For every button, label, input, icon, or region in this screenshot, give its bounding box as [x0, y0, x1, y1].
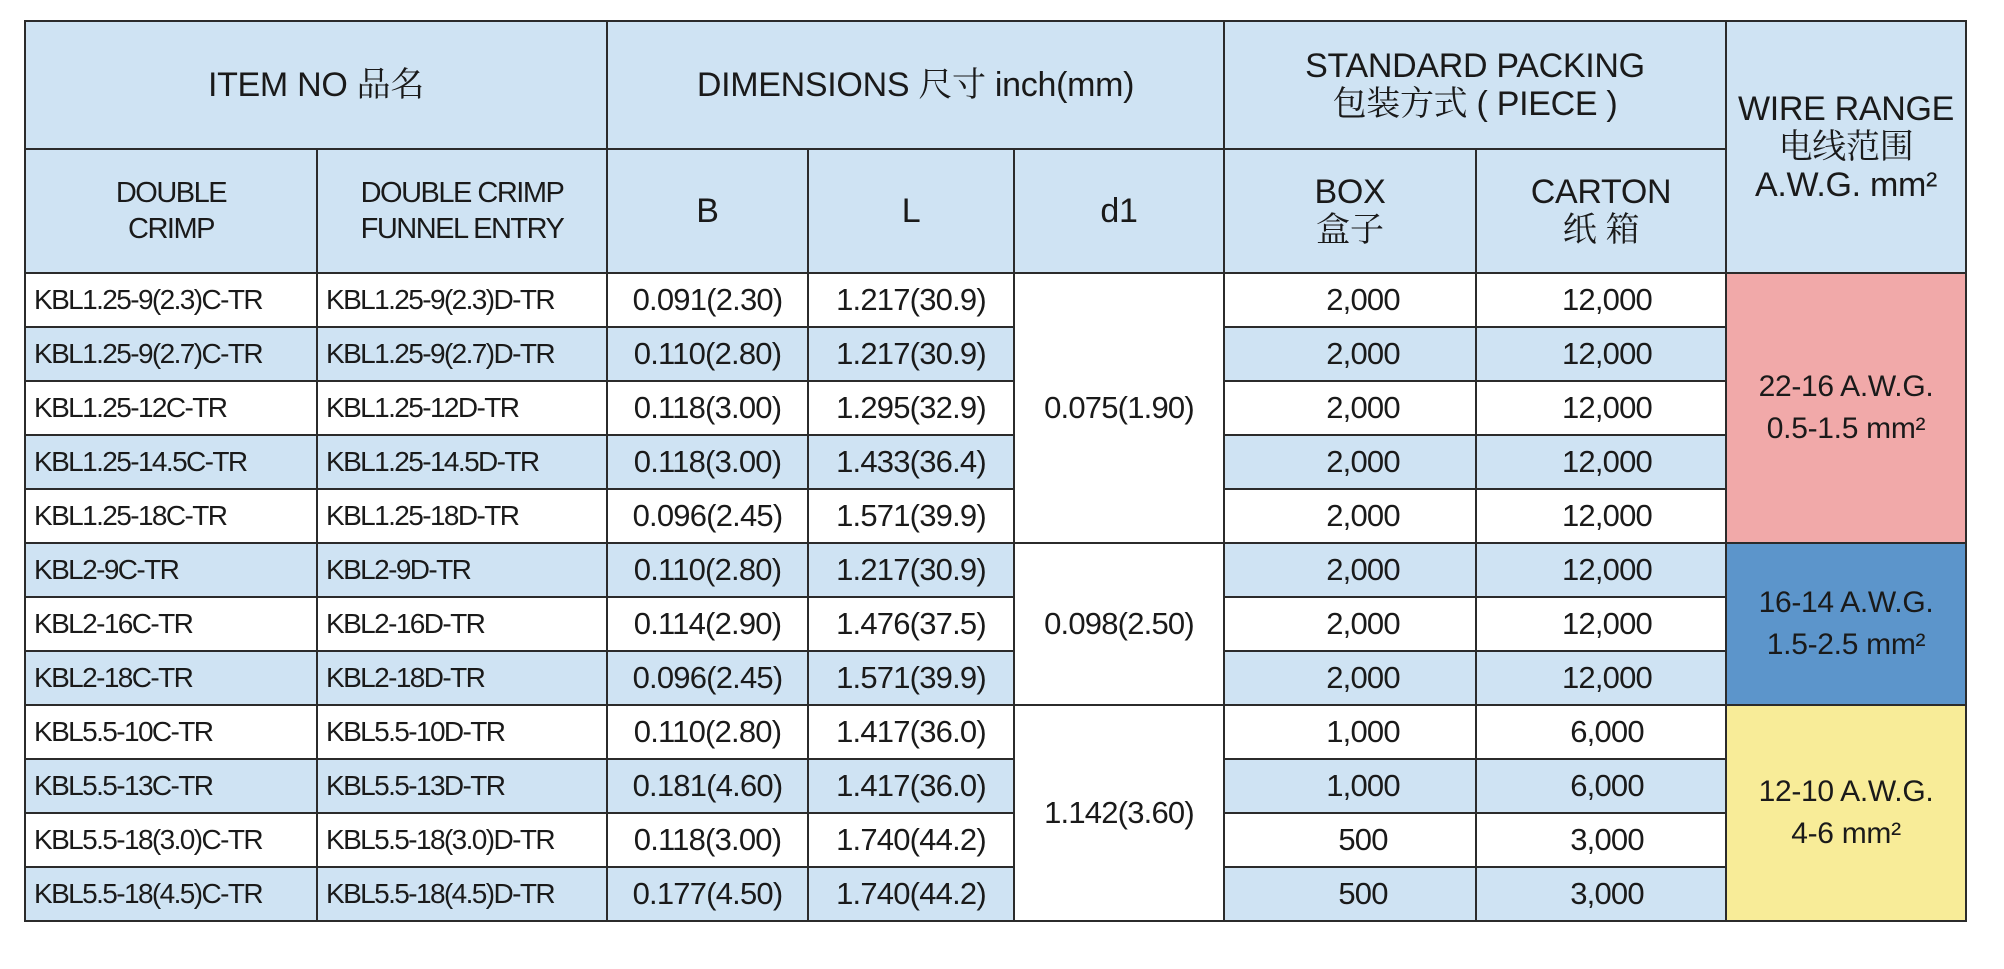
table-row — [25, 705, 1966, 759]
wire-range-awg: 12-10 A.W.G. — [1758, 775, 1934, 808]
item-double-crimp: KBL5.5-18(3.0)C-TR — [25, 813, 317, 867]
pack-box: 1,000 — [1224, 759, 1476, 813]
dim-l: 1.433(36.4) — [808, 435, 1014, 489]
pack-carton: 12,000 — [1476, 327, 1726, 381]
dim-l: 1.217(30.9) — [808, 273, 1014, 327]
header-wire-range-line1: WIRE RANGE — [1737, 90, 1955, 128]
dim-b: 0.110(2.80) — [607, 327, 808, 381]
wire-range — [1726, 705, 1966, 921]
item-funnel-entry: KBL2-18D-TR — [317, 651, 607, 705]
header-funnel-entry — [317, 149, 607, 273]
header-box-line2: 盒子 — [1316, 211, 1384, 249]
dim-l: 1.417(36.0) — [808, 759, 1014, 813]
table-row — [25, 543, 1966, 597]
wire-range-mm: 1.5-2.5 mm² — [1766, 628, 1926, 661]
pack-box: 2,000 — [1224, 273, 1476, 327]
pack-box: 1,000 — [1224, 705, 1476, 759]
dim-l: 1.417(36.0) — [808, 705, 1014, 759]
header-standard-packing — [1224, 21, 1726, 149]
dim-b: 0.110(2.80) — [607, 705, 808, 759]
table-row — [25, 597, 1966, 651]
dim-d1: 0.098(2.50) — [1014, 543, 1224, 705]
dim-l: 1.217(30.9) — [808, 543, 1014, 597]
item-double-crimp: KBL2-18C-TR — [25, 651, 317, 705]
wire-range-awg: 16-14 A.W.G. — [1758, 586, 1934, 619]
pack-box: 2,000 — [1224, 543, 1476, 597]
dim-b: 0.114(2.90) — [607, 597, 808, 651]
item-funnel-entry: KBL5.5-18(4.5)D-TR — [317, 867, 607, 921]
wire-range-mm: 4-6 mm² — [1791, 817, 1901, 850]
pack-carton: 12,000 — [1476, 273, 1726, 327]
item-double-crimp: KBL1.25-12C-TR — [25, 381, 317, 435]
item-funnel-entry: KBL5.5-18(3.0)D-TR — [317, 813, 607, 867]
header-funnel-line2: FUNNEL ENTRY — [360, 213, 564, 245]
item-funnel-entry: KBL1.25-9(2.7)D-TR — [317, 327, 607, 381]
pack-carton: 6,000 — [1476, 759, 1726, 813]
table-row — [25, 867, 1966, 921]
table-row — [25, 327, 1966, 381]
pack-carton: 12,000 — [1476, 651, 1726, 705]
header-box — [1224, 149, 1476, 273]
header-item-no: ITEM NO 品名 — [25, 21, 607, 149]
item-double-crimp: KBL1.25-14.5C-TR — [25, 435, 317, 489]
dim-b: 0.091(2.30) — [607, 273, 808, 327]
pack-carton: 12,000 — [1476, 489, 1726, 543]
pack-box: 2,000 — [1224, 435, 1476, 489]
pack-carton: 3,000 — [1476, 867, 1726, 921]
header-wire-range-line2: 电线范围 — [1778, 128, 1914, 166]
dim-l: 1.476(37.5) — [808, 597, 1014, 651]
item-double-crimp: KBL2-9C-TR — [25, 543, 317, 597]
item-double-crimp: KBL1.25-9(2.3)C-TR — [25, 273, 317, 327]
dim-b: 0.118(3.00) — [607, 813, 808, 867]
item-funnel-entry: KBL2-16D-TR — [317, 597, 607, 651]
dim-l: 1.571(39.9) — [808, 651, 1014, 705]
item-double-crimp: KBL2-16C-TR — [25, 597, 317, 651]
table-row — [25, 435, 1966, 489]
item-double-crimp: KBL5.5-13C-TR — [25, 759, 317, 813]
header-wire-range — [1726, 21, 1966, 273]
dim-l: 1.571(39.9) — [808, 489, 1014, 543]
wire-range — [1726, 273, 1966, 543]
header-double-crimp — [25, 149, 317, 273]
pack-carton: 12,000 — [1476, 435, 1726, 489]
pack-carton: 6,000 — [1476, 705, 1726, 759]
item-double-crimp: KBL1.25-18C-TR — [25, 489, 317, 543]
dim-d1: 0.075(1.90) — [1014, 273, 1224, 543]
wire-range-awg: 22-16 A.W.G. — [1758, 370, 1934, 403]
pack-box: 2,000 — [1224, 651, 1476, 705]
item-funnel-entry: KBL1.25-18D-TR — [317, 489, 607, 543]
item-double-crimp: KBL5.5-18(4.5)C-TR — [25, 867, 317, 921]
spec-table — [24, 20, 1967, 922]
table-row — [25, 381, 1966, 435]
pack-carton: 12,000 — [1476, 597, 1726, 651]
dim-b: 0.096(2.45) — [607, 489, 808, 543]
dim-b: 0.118(3.00) — [607, 435, 808, 489]
header-double-crimp-line1: DOUBLE — [115, 177, 227, 209]
dim-d1: 1.142(3.60) — [1014, 705, 1224, 921]
table-row — [25, 813, 1966, 867]
header-funnel-line1: DOUBLE CRIMP — [360, 177, 564, 209]
table-row — [25, 651, 1966, 705]
header-packing-line1: STANDARD PACKING — [1305, 47, 1645, 85]
item-funnel-entry: KBL2-9D-TR — [317, 543, 607, 597]
dim-b: 0.110(2.80) — [607, 543, 808, 597]
pack-box: 2,000 — [1224, 381, 1476, 435]
header-double-crimp-line2: CRIMP — [128, 213, 214, 245]
dim-b: 0.118(3.00) — [607, 381, 808, 435]
item-double-crimp: KBL1.25-9(2.7)C-TR — [25, 327, 317, 381]
header-d1: d1 — [1014, 149, 1224, 273]
header-carton-line2: 纸 箱 — [1562, 211, 1640, 249]
pack-box: 2,000 — [1224, 327, 1476, 381]
wire-range — [1726, 543, 1966, 705]
table-row — [25, 759, 1966, 813]
pack-carton: 12,000 — [1476, 381, 1726, 435]
pack-box: 500 — [1224, 813, 1476, 867]
header-packing-line2: 包装方式 ( PIECE ) — [1332, 85, 1618, 123]
item-funnel-entry: KBL1.25-14.5D-TR — [317, 435, 607, 489]
dim-b: 0.096(2.45) — [607, 651, 808, 705]
header-wire-range-line3: A.W.G. mm² — [1754, 166, 1938, 204]
item-funnel-entry: KBL5.5-10D-TR — [317, 705, 607, 759]
dim-l: 1.740(44.2) — [808, 813, 1014, 867]
dim-b: 0.177(4.50) — [607, 867, 808, 921]
wire-range-mm: 0.5-1.5 mm² — [1766, 412, 1926, 445]
pack-carton: 12,000 — [1476, 543, 1726, 597]
pack-box: 2,000 — [1224, 489, 1476, 543]
header-b: B — [607, 149, 808, 273]
header-l: L — [808, 149, 1014, 273]
header-carton-line1: CARTON — [1530, 173, 1672, 211]
table-row — [25, 489, 1966, 543]
dim-l: 1.295(32.9) — [808, 381, 1014, 435]
header-box-line1: BOX — [1314, 173, 1386, 211]
pack-box: 500 — [1224, 867, 1476, 921]
dim-l: 1.217(30.9) — [808, 327, 1014, 381]
dim-l: 1.740(44.2) — [808, 867, 1014, 921]
table-row — [25, 273, 1966, 327]
header-dimensions: DIMENSIONS 尺寸 inch(mm) — [607, 21, 1224, 149]
pack-carton: 3,000 — [1476, 813, 1726, 867]
header-carton — [1476, 149, 1726, 273]
item-funnel-entry: KBL1.25-12D-TR — [317, 381, 607, 435]
item-funnel-entry: KBL5.5-13D-TR — [317, 759, 607, 813]
item-funnel-entry: KBL1.25-9(2.3)D-TR — [317, 273, 607, 327]
dim-b: 0.181(4.60) — [607, 759, 808, 813]
item-double-crimp: KBL5.5-10C-TR — [25, 705, 317, 759]
pack-box: 2,000 — [1224, 597, 1476, 651]
